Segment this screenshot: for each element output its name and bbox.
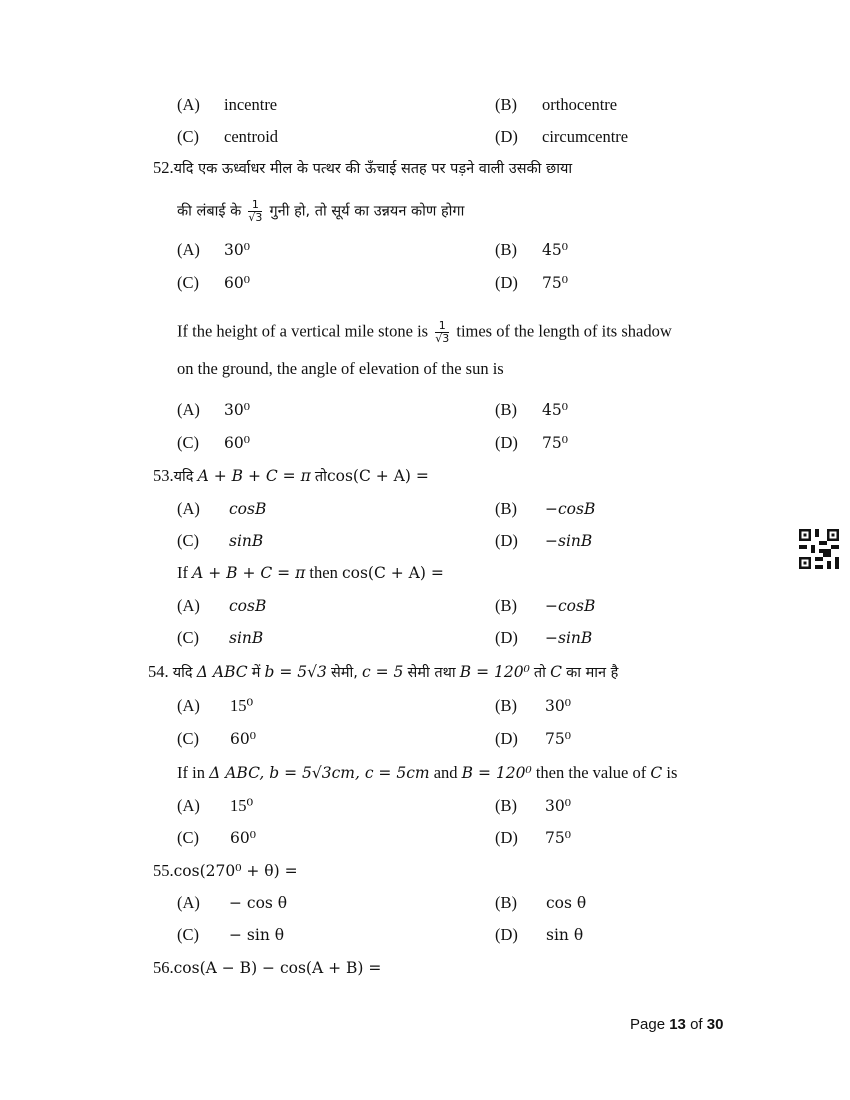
question-text: यदि — [173, 469, 194, 485]
total-pages: 30 — [706, 1016, 724, 1033]
question-number: 54. — [148, 662, 169, 681]
question-text: is — [666, 763, 678, 782]
option-value: − cos θ — [229, 894, 288, 912]
option-value: 30⁰ — [545, 797, 571, 815]
question-text: and — [433, 763, 458, 782]
math: C — [550, 663, 562, 681]
math: B = 120⁰ — [459, 663, 530, 681]
option-label: (D) — [495, 433, 518, 452]
option-value: sinB — [229, 532, 264, 550]
question-number: 56. — [153, 958, 174, 977]
option-value: −cosB — [545, 597, 596, 615]
question-52-hindi — [153, 158, 572, 179]
option-label: (D) — [495, 628, 518, 647]
option-value: 15⁰ — [230, 696, 254, 715]
math: A + B + C = π — [197, 467, 311, 485]
question-text: तो — [533, 665, 546, 681]
question-54-hindi — [148, 662, 618, 683]
fraction — [248, 199, 262, 224]
option-label: (C) — [177, 925, 199, 944]
math: B = 120⁰ — [461, 764, 532, 782]
math: cos(A − B) − cos(A + B) = — [173, 959, 382, 977]
option-value: 30⁰ — [224, 241, 250, 259]
option-label: (C) — [177, 828, 199, 847]
question-text: then — [309, 563, 338, 582]
option-value: orthocentre — [542, 95, 618, 114]
option-label: (D) — [495, 531, 518, 550]
question-53-english — [177, 563, 444, 583]
option-label: (A) — [177, 893, 200, 912]
option-label: (D) — [495, 729, 518, 748]
option-value: 30⁰ — [545, 697, 571, 715]
question-52-hindi-line2 — [177, 199, 464, 224]
option-value: 60⁰ — [224, 274, 250, 292]
page-label: Page — [630, 1016, 666, 1033]
option-label: (A) — [177, 696, 200, 715]
math: C — [650, 764, 663, 782]
option-label: (C) — [177, 531, 199, 550]
option-value: 75⁰ — [542, 274, 568, 292]
math: cos(C + A) = — [326, 467, 429, 485]
question-number: 55. — [153, 861, 174, 880]
question-text: on the ground, the angle of elevation of the sun is — [177, 359, 504, 378]
option-value: 60⁰ — [224, 434, 250, 452]
current-page: 13 — [669, 1016, 686, 1033]
option-label: (C) — [177, 273, 199, 292]
question-number: 53. — [153, 466, 174, 485]
math: Δ ABC, b = 5√3cm, c = 5cm — [209, 764, 430, 782]
math: cos(C + A) = — [341, 564, 444, 582]
math: A + B + C = π — [192, 564, 306, 582]
question-text: यदि एक ऊर्ध्वाधर मील के पत्थर की ऊँचाई सतह पर पड़ने वाली उसकी छाया — [173, 161, 573, 177]
option-value: 15⁰ — [230, 796, 254, 815]
qr-code-icon — [799, 529, 839, 569]
option-label: (C) — [177, 127, 199, 146]
option-value: cosB — [229, 500, 267, 518]
option-label: (A) — [177, 400, 200, 419]
option-value: 75⁰ — [542, 434, 568, 452]
math: Δ ABC — [196, 663, 248, 681]
question-text: में — [251, 665, 261, 681]
question-54-english — [177, 763, 677, 783]
question-text: की लंबाई के — [177, 203, 242, 220]
option-label: (B) — [495, 95, 517, 114]
option-label: (B) — [495, 499, 517, 518]
question-56 — [153, 958, 381, 978]
option-value: 60⁰ — [230, 730, 256, 748]
option-value: −sinB — [545, 629, 593, 647]
question-text: यदि — [172, 665, 193, 681]
option-value: cosB — [229, 597, 267, 615]
question-text: तो — [314, 469, 327, 485]
option-label: (C) — [177, 729, 199, 748]
math: b = 5√3 — [264, 663, 327, 681]
option-value: 75⁰ — [545, 829, 571, 847]
question-text: सेमी तथा — [407, 665, 456, 681]
option-label: (A) — [177, 499, 200, 518]
option-value: sinB — [229, 629, 264, 647]
fraction — [435, 320, 449, 345]
denominator: √3 — [435, 332, 450, 345]
question-55 — [153, 861, 298, 881]
option-label: (B) — [495, 796, 517, 815]
numerator: 1 — [435, 320, 449, 333]
option-label: (D) — [495, 273, 518, 292]
option-label: (B) — [495, 240, 517, 259]
question-text: then the value of — [535, 763, 647, 782]
math: c = 5 — [362, 663, 404, 681]
option-value: incentre — [224, 95, 278, 114]
option-label: (B) — [495, 696, 517, 715]
option-label: (C) — [177, 433, 199, 452]
option-label: (A) — [177, 596, 200, 615]
numerator: 1 — [248, 199, 262, 212]
option-label: (D) — [495, 127, 518, 146]
question-text: सेमी, — [331, 665, 358, 681]
option-label: (D) — [495, 925, 518, 944]
option-label: (A) — [177, 240, 200, 259]
of-label: of — [690, 1016, 703, 1033]
question-text: times of the length of its shadow — [456, 321, 672, 341]
option-label: (A) — [177, 95, 200, 114]
option-value: cos θ — [546, 894, 587, 912]
question-text: If in — [177, 763, 205, 782]
math: cos(270⁰ + θ) = — [173, 862, 298, 880]
question-text: गुनी हो, तो सूर्य का उन्नयन कोण होगा — [269, 203, 465, 220]
question-number: 52. — [153, 158, 174, 177]
option-value: 30⁰ — [224, 401, 250, 419]
option-label: (B) — [495, 893, 517, 912]
option-value: circumcentre — [542, 127, 629, 146]
option-value: 45⁰ — [542, 401, 568, 419]
question-text: If the height of a vertical mile stone is — [177, 321, 429, 341]
option-label: (D) — [495, 828, 518, 847]
option-value: sin θ — [546, 926, 584, 944]
option-value: centroid — [224, 127, 279, 146]
option-value: 45⁰ — [542, 241, 568, 259]
option-value: −sinB — [545, 532, 593, 550]
option-label: (A) — [177, 796, 200, 815]
option-value: 60⁰ — [230, 829, 256, 847]
question-52-english — [177, 320, 672, 345]
page-footer — [630, 1016, 723, 1033]
option-label: (C) — [177, 628, 199, 647]
option-label: (B) — [495, 596, 517, 615]
question-text: If — [177, 563, 188, 582]
option-value: 75⁰ — [545, 730, 571, 748]
option-value: −cosB — [545, 500, 596, 518]
denominator: √3 — [248, 211, 263, 224]
option-label: (B) — [495, 400, 517, 419]
question-53-hindi — [153, 466, 429, 487]
option-value: − sin θ — [229, 926, 285, 944]
question-text: का मान है — [566, 665, 619, 681]
